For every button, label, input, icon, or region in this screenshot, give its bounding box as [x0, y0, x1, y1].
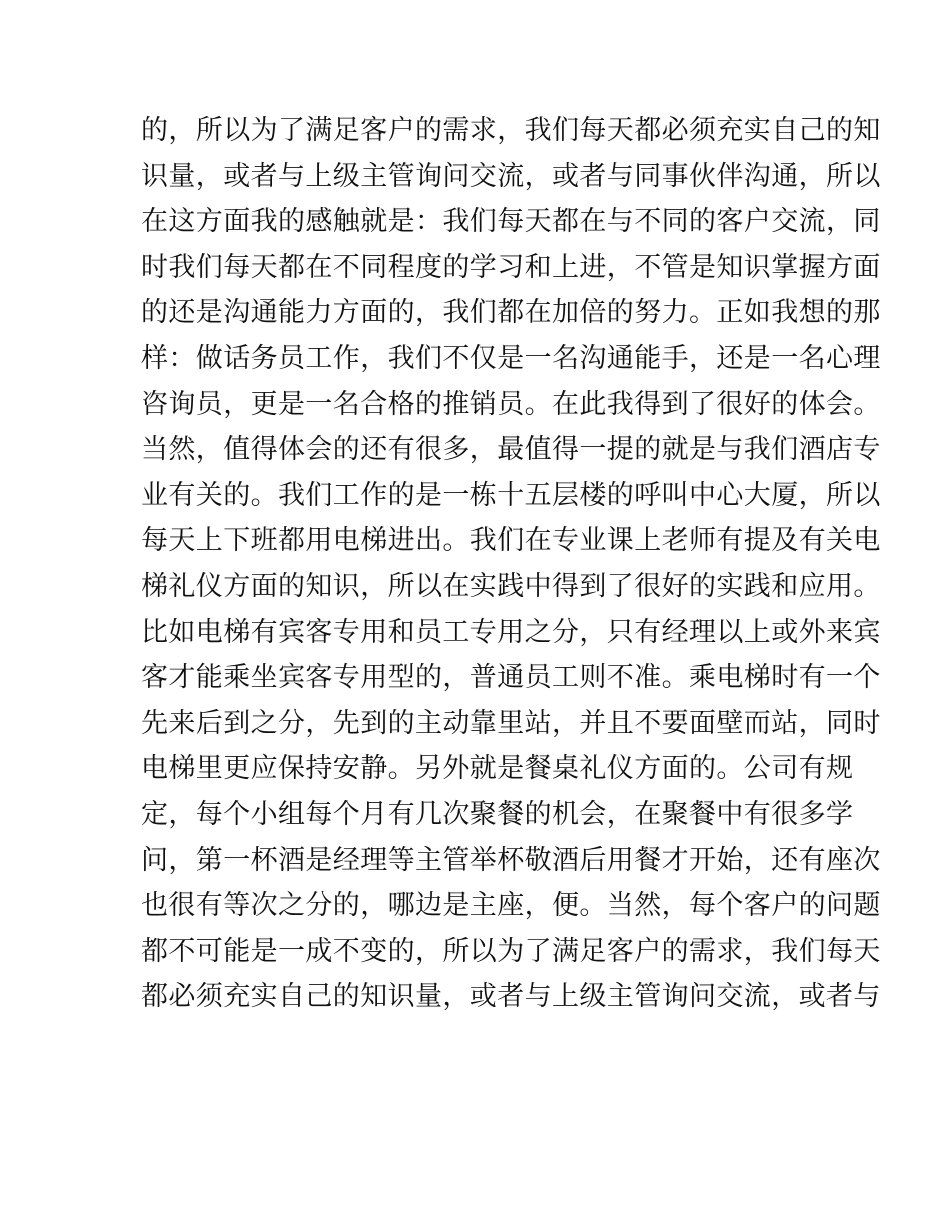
text-line: 客才能乘坐宾客专用型的，普通员工则不准。乘电梯时有一个: [141, 662, 881, 694]
text-line: 咨询员，更是一名合格的推销员。在此我得到了很好的体会。: [141, 388, 881, 420]
body-text: [141, 108, 881, 1020]
text-line: 样：做话务员工作，我们不仅是一名沟通能手，还是一名心理: [141, 342, 881, 374]
text-line: 时我们每天都在不同程度的学习和上进，不管是知识掌握方面: [141, 251, 881, 283]
text-line: 定，每个小组每个月有几次聚餐的机会，在聚餐中有很多学: [141, 798, 854, 830]
text-line: 都必须充实自己的知识量，或者与上级主管询问交流，或者与: [141, 981, 881, 1013]
text-line: 的还是沟通能力方面的，我们都在加倍的努力。正如我想的那: [141, 297, 881, 329]
text-line: 梯礼仪方面的知识，所以在实践中得到了很好的实践和应用。: [141, 570, 881, 602]
text-line: 业有关的。我们工作的是一栋十五层楼的呼叫中心大厦，所以: [141, 479, 881, 511]
text-line: 每天上下班都用电梯进出。我们在专业课上老师有提及有关电: [141, 525, 881, 557]
text-line: 也很有等次之分的，哪边是主座，便。当然，每个客户的问题: [141, 890, 881, 922]
text-line: 问，第一杯酒是经理等主管举杯敬酒后用餐才开始，还有座次: [141, 844, 881, 876]
text-line: 电梯里更应保持安静。另外就是餐桌礼仪方面的。公司有规: [141, 753, 854, 785]
text-line: 的，所以为了满足客户的需求，我们每天都必须充实自己的知: [141, 115, 881, 146]
text-line: 都不可能是一成不变的，所以为了满足客户的需求，我们每天: [141, 935, 881, 967]
text-line: 当然，值得体会的还有很多，最值得一提的就是与我们酒店专: [141, 434, 881, 466]
text-line: 比如电梯有宾客专用和员工专用之分，只有经理以上或外来宾: [141, 616, 881, 648]
text-line: 识量，或者与上级主管询问交流，或者与同事伙伴沟通，所以: [141, 160, 881, 192]
text-line: 先来后到之分，先到的主动靠里站，并且不要面壁而站，同时: [141, 707, 881, 739]
text-line: 在这方面我的感触就是：我们每天都在与不同的客户交流，同: [141, 206, 881, 238]
